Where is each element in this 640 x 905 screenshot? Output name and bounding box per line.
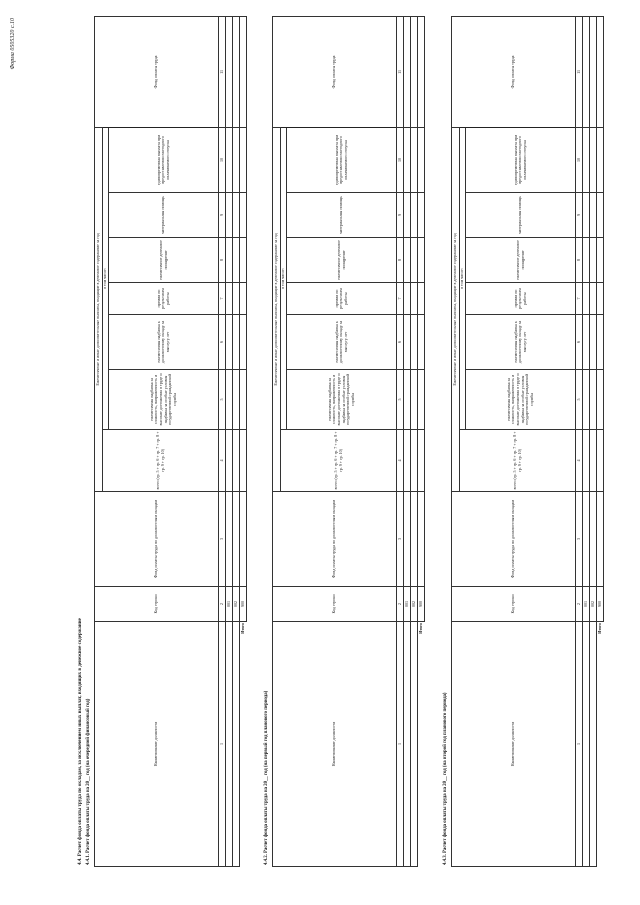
header-fund: Фонд оплаты труда: [95, 16, 219, 127]
col-number: 7: [576, 283, 583, 315]
header-col6: ежемесячная надбавка к должностному окладу за выслугу лет: [466, 315, 576, 370]
cell: [590, 622, 597, 867]
cell: [597, 16, 604, 127]
col-number: 7: [219, 283, 226, 315]
cell: [226, 622, 233, 867]
row-code: 001: [226, 587, 233, 622]
cell: [240, 16, 247, 127]
cell: [233, 193, 240, 238]
cell: [583, 16, 590, 127]
cell: [240, 193, 247, 238]
header-col7: премии по результатам работы: [466, 283, 576, 315]
cell: [583, 315, 590, 370]
form-code: Форма 0505320 с.10: [10, 18, 16, 70]
table-row: [404, 16, 411, 866]
row-code: 001: [404, 587, 411, 622]
header-col6: ежемесячная надбавка к должностному окладу за выслугу лет: [109, 315, 219, 370]
col-number: 2: [576, 587, 583, 622]
header-code: Код строки: [273, 587, 397, 622]
fund-table: [272, 16, 425, 867]
block-title: 4.4.2. Расчет фонда оплаты труда на 20__ год (на первый год планового периода): [264, 690, 269, 865]
cell: [411, 127, 418, 192]
col-number: 3: [576, 492, 583, 587]
cell: [404, 492, 411, 587]
col-number: 11: [397, 16, 404, 127]
cell: [418, 315, 425, 370]
cell: [590, 238, 597, 283]
cell: [583, 622, 590, 867]
block-1: [86, 17, 262, 867]
block-2: [264, 17, 440, 867]
cell: [590, 16, 597, 127]
total-code: 900: [240, 587, 247, 622]
total-code: 900: [597, 587, 604, 622]
cell: [590, 315, 597, 370]
header-group: Ежемесячные и иные дополнительные выплаты, входящие в денежное содержание за год: [452, 127, 460, 491]
cell: [226, 430, 233, 492]
header-position: Наименование должности: [95, 622, 219, 867]
cell: [418, 492, 425, 587]
col-number: 2: [397, 587, 404, 622]
col-number: 3: [397, 492, 404, 587]
cell: [590, 492, 597, 587]
cell: [418, 127, 425, 192]
header-total: всего (гр. 5 + гр. 6 + гр. 7 + гр. 8 + гр. 9 + гр. 10): [103, 430, 219, 492]
cell: [411, 283, 418, 315]
header-col5: ежемесячная надбавка за сложность, напряженность и высокие достижения в труде и надбавка за особые условия государственной гражданской службы: [466, 370, 576, 430]
col-number: 5: [576, 370, 583, 430]
block-3: [443, 17, 619, 867]
col-number: 10: [219, 127, 226, 192]
fund-table: [94, 16, 247, 867]
cell: [597, 193, 604, 238]
table-row: [583, 16, 590, 866]
cell: [240, 370, 247, 430]
cell: [583, 492, 590, 587]
cell: [404, 430, 411, 492]
row-code: 001: [583, 587, 590, 622]
header-col9: материальная помощь: [109, 193, 219, 238]
table-row: [233, 16, 240, 866]
cell: [597, 283, 604, 315]
col-number: 9: [219, 193, 226, 238]
cell: [404, 315, 411, 370]
header-code: Код строки: [95, 587, 219, 622]
block-title: 4.4.1. Расчет фонда оплаты труда на 20__ год (на очередной финансовый год): [86, 698, 91, 865]
header-col10: единовременная выплата при предоставлении ежегодного оплачиваемого отпуска: [109, 127, 219, 192]
header-col8: ежемесячное денежное поощрение: [287, 238, 397, 283]
cell: [418, 370, 425, 430]
block-title: 4.4.3. Расчет фонда оплаты труда на 20__ год (на второй год планового периода): [443, 692, 448, 865]
col-number: 11: [219, 16, 226, 127]
col-number: 3: [219, 492, 226, 587]
cell: [233, 370, 240, 430]
cell: [233, 430, 240, 492]
header-code: Код строки: [452, 587, 576, 622]
cell: [233, 283, 240, 315]
col-number: 5: [219, 370, 226, 430]
cell: [233, 127, 240, 192]
cell: [583, 238, 590, 283]
col-number: 10: [576, 127, 583, 192]
col-number: 4: [219, 430, 226, 492]
cell: [418, 193, 425, 238]
cell: [404, 283, 411, 315]
cell: [411, 430, 418, 492]
col-number: 8: [576, 238, 583, 283]
table-row: [226, 16, 233, 866]
total-code: 900: [418, 587, 425, 622]
col-number: 5: [397, 370, 404, 430]
cell: [590, 370, 597, 430]
cell: [240, 127, 247, 192]
cell: [583, 127, 590, 192]
cell: [411, 16, 418, 127]
header-col7: премии по результатам работы: [287, 283, 397, 315]
cell: [583, 430, 590, 492]
col-number: 8: [397, 238, 404, 283]
total-row: [240, 16, 247, 866]
col-number: 10: [397, 127, 404, 192]
cell: [226, 283, 233, 315]
col-number: 11: [576, 16, 583, 127]
cell: [226, 193, 233, 238]
col-number: 6: [397, 315, 404, 370]
header-col5: ежемесячная надбавка за сложность, напряженность и высокие достижения в труде и надбавка за особые условия государственной гражданской службы: [287, 370, 397, 430]
cell: [583, 193, 590, 238]
cell: [583, 370, 590, 430]
cell: [226, 16, 233, 127]
col-number: 1: [576, 622, 583, 867]
row-code: 002: [233, 587, 240, 622]
cell: [233, 315, 240, 370]
cell: [233, 492, 240, 587]
cell: [233, 16, 240, 127]
cell: [418, 430, 425, 492]
col-number: 1: [397, 622, 404, 867]
header-position: Наименование должности: [273, 622, 397, 867]
cell: [240, 315, 247, 370]
fund-table: [451, 16, 604, 867]
cell: [226, 492, 233, 587]
header-salary-fund: Фонд оплаты труда по должностным окладам: [273, 492, 397, 587]
cell: [226, 370, 233, 430]
col-number: 8: [219, 238, 226, 283]
cell: [240, 238, 247, 283]
cell: [411, 622, 418, 867]
header-incl: в том числе:: [281, 127, 287, 429]
cell: [226, 127, 233, 192]
col-number: 9: [397, 193, 404, 238]
cell: [404, 622, 411, 867]
header-incl: в том числе:: [460, 127, 466, 429]
header-col5: ежемесячная надбавка за сложность, напряженность и высокие достижения в труде и надбавка за особые условия государственной гражданской службы: [109, 370, 219, 430]
header-position: Наименование должности: [452, 622, 576, 867]
cell: [240, 492, 247, 587]
header-total: всего (гр. 5 + гр. 6 + гр. 7 + гр. 8 + гр. 9 + гр. 10): [460, 430, 576, 492]
cell: [240, 283, 247, 315]
header-col8: ежемесячное денежное поощрение: [109, 238, 219, 283]
cell: [411, 193, 418, 238]
cell: [597, 127, 604, 192]
cell: [404, 127, 411, 192]
row-code: 002: [411, 587, 418, 622]
cell: [404, 370, 411, 430]
cell: [404, 193, 411, 238]
cell: [233, 238, 240, 283]
col-number: 9: [576, 193, 583, 238]
col-number: 1: [219, 622, 226, 867]
cell: [583, 283, 590, 315]
header-total: всего (гр. 5 + гр. 6 + гр. 7 + гр. 8 + гр. 9 + гр. 10): [281, 430, 397, 492]
total-label: Итого: [239, 623, 245, 634]
total-label: Итого: [596, 623, 602, 634]
cell: [240, 430, 247, 492]
cell: [404, 238, 411, 283]
cell: [411, 492, 418, 587]
cell: [590, 430, 597, 492]
cell: [411, 370, 418, 430]
row-code: 002: [590, 587, 597, 622]
cell: [418, 238, 425, 283]
header-col10: единовременная выплата при предоставлении ежегодного оплачиваемого отпуска: [287, 127, 397, 192]
cell: [590, 283, 597, 315]
header-col10: единовременная выплата при предоставлении ежегодного оплачиваемого отпуска: [466, 127, 576, 192]
cell: [411, 315, 418, 370]
cell: [233, 622, 240, 867]
header-incl: в том числе:: [103, 127, 109, 429]
col-number: 2: [219, 587, 226, 622]
header-col9: материальная помощь: [466, 193, 576, 238]
cell: [590, 127, 597, 192]
total-label: Итого: [417, 623, 423, 634]
cell: [226, 238, 233, 283]
total-row: [418, 16, 425, 866]
header-col6: ежемесячная надбавка к должностному окладу за выслугу лет: [287, 315, 397, 370]
cell: [597, 370, 604, 430]
total-row: [597, 16, 604, 866]
cell: [597, 430, 604, 492]
cell: [590, 193, 597, 238]
cell: [226, 315, 233, 370]
header-fund: Фонд оплаты труда: [452, 16, 576, 127]
col-number: 6: [219, 315, 226, 370]
cell: [597, 492, 604, 587]
header-group: Ежемесячные и иные дополнительные выплаты, входящие в денежное содержание за год: [273, 127, 281, 491]
header-group: Ежемесячные и иные дополнительные выплаты, входящие в денежное содержание за год: [95, 127, 103, 491]
header-salary-fund: Фонд оплаты труда по должностным окладам: [95, 492, 219, 587]
col-number: 4: [576, 430, 583, 492]
col-number: 7: [397, 283, 404, 315]
cell: [411, 238, 418, 283]
header-salary-fund: Фонд оплаты труда по должностным окладам: [452, 492, 576, 587]
cell: [597, 238, 604, 283]
col-number: 4: [397, 430, 404, 492]
table-row: [590, 16, 597, 866]
col-number: 6: [576, 315, 583, 370]
header-col7: премии по результатам работы: [109, 283, 219, 315]
cell: [418, 16, 425, 127]
header-col9: материальная помощь: [287, 193, 397, 238]
cell: [404, 16, 411, 127]
cell: [418, 283, 425, 315]
header-col8: ежемесячное денежное поощрение: [466, 238, 576, 283]
header-fund: Фонд оплаты труда: [273, 16, 397, 127]
cell: [597, 315, 604, 370]
section-title: 4.4. Расчет фонда оплаты труда по окладам, за исключением иных выплат, входящих в денежное содержание: [78, 618, 83, 865]
table-row: [411, 16, 418, 866]
